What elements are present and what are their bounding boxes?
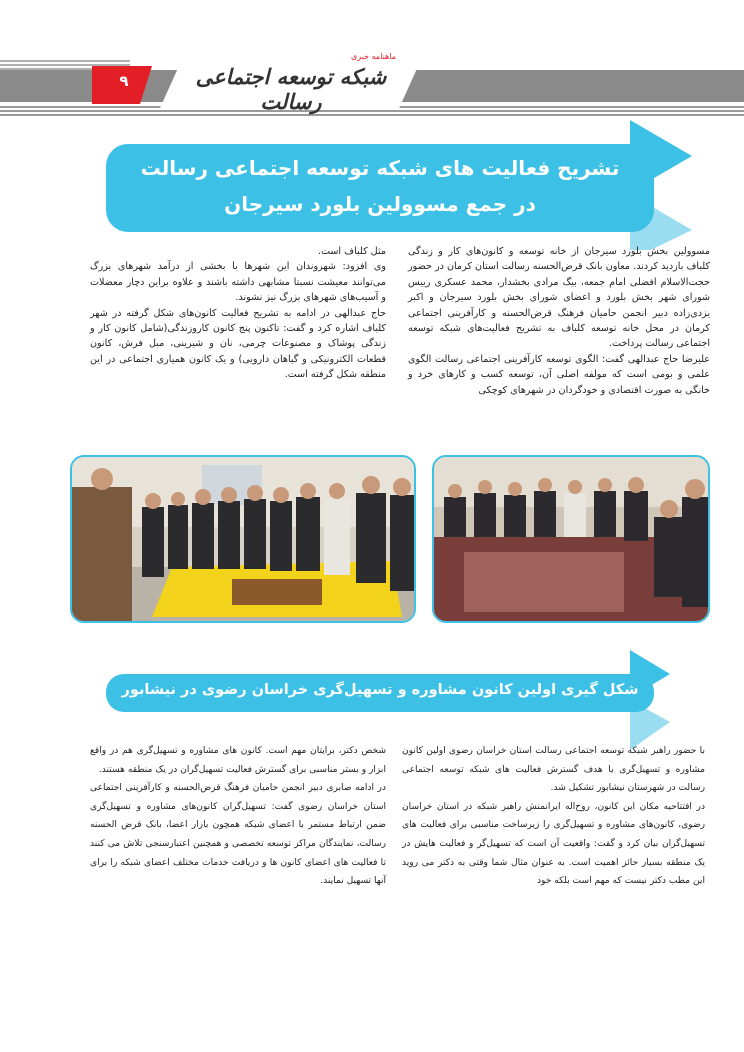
paragraph: علیرضا حاج عبدالهی گفت: الگوی توسعه کارآفرینی اجتماعی رسالت الگوی علمی و بومی است که مولفه اصلی آن، توسعه کسب و کارهای خرد و خانگی به صورت اقتصادی و خودگردان در شهرهای کوچکی <box>408 353 710 396</box>
paragraph: در ادامه صابری دبیر انجمن حامیان فرهنگ قرض‌الحسنه و کارآفرینی اجتماعی استان خراسان رضوی گفت: تسهیل‌گران کانون‌های مشاوره و تسهیل‌گری ضمن ارتباط مستمر با اعضای شبکه همچون بازار اعضا، بانک قرض الحسنه رسالت، نمایندگان مراکز توسعه تخصصی و همچنین اعتبارسنجی تلاش می کنند تا فعالیت های اعضای کانون ها و دریافت خدمات مختلف اعضای شبکه را برای آنها تسهیل نمایند. <box>90 783 386 887</box>
page-number: ۹ <box>119 72 129 90</box>
paragraph: مسوولین بخش بلورد سیرجان از خانه توسعه و کانون‌های کار و زندگی کلباف بازدید کردند. معاون بانک قرض‌الحسنه رسالت استان کرمان در حضور حجت‌الاسلام افضلی امام جمعه، بیگ مرادی بخشدار، محمد عسکری رییس شورای شهر بخش بلورد و اعضای شورای بخش بلورد سیرجان و اکبر یزدی‌زاده دبیر انجمن حامیان فرهنگ قرض‌الحسنه و کارآفرینی اجتماعی کرمان در محل خانه توسعه کلباف به تشریح فعالیت‌های شبکه توسعه اجتماعی رسالت پرداخت. <box>408 246 710 350</box>
section1-title-line2: در جمع مسوولین بلورد سیرجان <box>224 192 536 216</box>
paragraph: مثل کلباف است. <box>317 246 386 257</box>
section1-title <box>120 150 640 222</box>
section2-right-column <box>402 742 705 891</box>
paragraph: وی افزود: شهروندان این شهرها با بخشی از درآمد شهرهای بزرگ می‌توانند معیشت نسبتا مشابهی داشته باشند و علاوه براین دچار معضلات و آسیب‌های شهرهای بزرگ نیز نشوند. <box>90 261 386 304</box>
photo-group-seated <box>432 455 710 623</box>
photo-group-standing <box>70 455 416 623</box>
paragraph: در افتتاحیه مکان این کانون، روح‌اله ایرانمنش راهبر شبکه در استان خراسان رضوی، کانون‌های مشاوره و تسهیل‌گری را زیرساخت مناسبی برای فعالیت های تسهیل‌گران بیان کرد و گفت: واقعیت آن است که تسهیل‌گر و فعالیت هایش در یک منطقه بسیار حائز اهمیت است. به عنوان مثال شما وقتی به دکتر می روید این مطب دکتر نیست که مهم است بلکه خود <box>402 801 705 887</box>
paragraph: با حضور راهبر شبکه توسعه اجتماعی رسالت استان خراسان رضوی اولین کانون مشاوره و تسهیل‌گری با هدف گسترش فعالیت های شبکه توسعه اجتماعی رسالت در شهرستان نیشابور تشکیل شد. <box>402 746 705 794</box>
section2-left-column <box>90 742 386 891</box>
section1-right-column <box>408 244 710 398</box>
section1-title-line1: تشریح فعالیت های شبکه توسعه اجتماعی رسالت <box>140 156 620 180</box>
paragraph: شخص دکتر، برایتان مهم است. کانون های مشاوره و تسهیل‌گری هم در واقع ابزار و بستر مناسبی برای گسترش فعالیت تسهیل‌گران در یک منطقه هستند. <box>90 746 386 775</box>
paragraph: حاج عبدالهی در ادامه به تشریح فعالیت کانون‌های شکل گرفته در شهر کلباف اشاره کرد و گفت: تاکنون پنج کانون کاروزندگی(شامل کانون کار و زندگی پوشاک و مصنوعات چرمی، نان و شیرینی، مبل فرش، کانون قطعات الکترونیکی و گیاهان دارویی) و یک کانون همیاری اجتماعی در این منطقه شکل گرفته است. <box>90 307 386 381</box>
logo-subtitle: ماهنامه خبری <box>351 52 396 61</box>
logo-title: شبکه توسعه اجتماعی رسالت <box>195 64 387 114</box>
section2-title: شکل گیری اولین کانون مشاوره و تسهیل‌گری خراسان رضوی در نیشابور <box>121 682 639 698</box>
section1-left-column <box>90 244 386 383</box>
